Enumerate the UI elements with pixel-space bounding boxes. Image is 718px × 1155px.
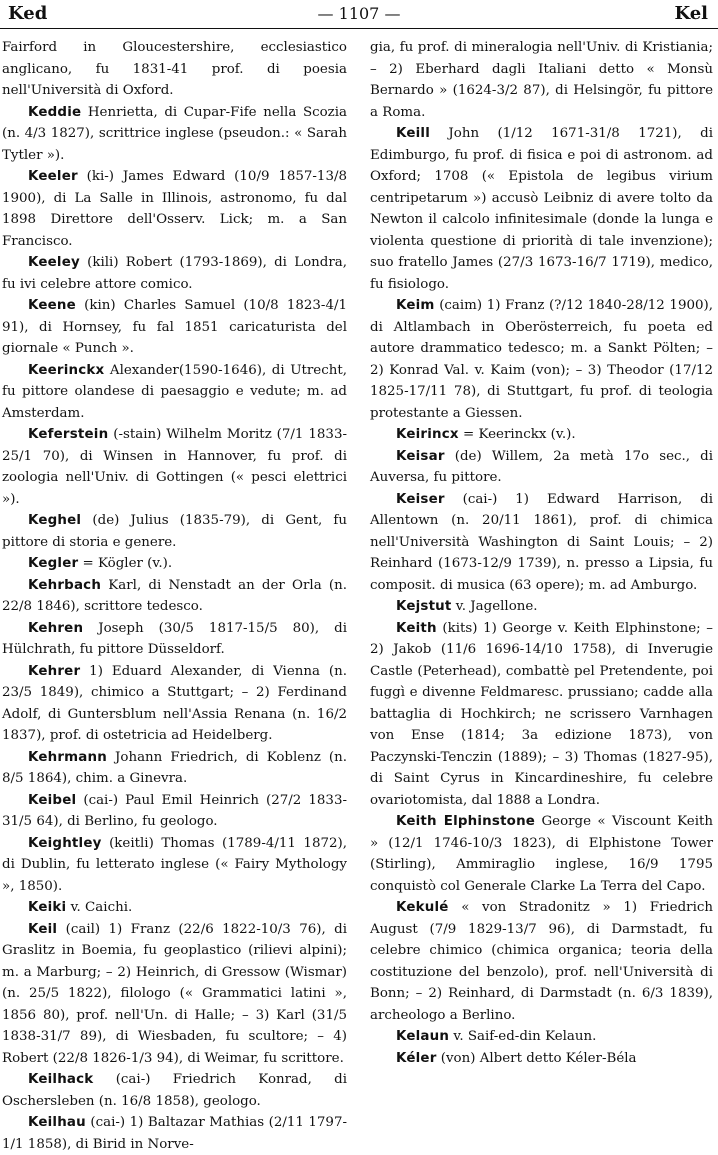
header-right-guideword: Kel bbox=[674, 3, 708, 24]
dictionary-entry bbox=[2, 1112, 347, 1155]
dictionary-entry bbox=[370, 123, 713, 295]
entry-headword: Kegler bbox=[28, 556, 79, 571]
dictionary-entry bbox=[2, 897, 347, 919]
dictionary-entry bbox=[370, 446, 713, 489]
dictionary-entry bbox=[2, 424, 347, 510]
entry-headword: Keith bbox=[396, 620, 437, 636]
dictionary-entry bbox=[370, 295, 713, 424]
entry-headword: Keerinckx bbox=[28, 362, 105, 378]
entry-text: (cai-) Paul Emil Heinrich (27/2 1833-31/5 64), di Berlino, fu geologo. bbox=[2, 792, 347, 829]
dictionary-entry bbox=[370, 37, 713, 123]
dictionary-entry bbox=[2, 919, 347, 1070]
dictionary-entry bbox=[370, 618, 713, 812]
left-column bbox=[2, 37, 347, 1155]
dictionary-entry bbox=[370, 1048, 713, 1070]
entry-headword: Keferstein bbox=[28, 427, 109, 442]
entry-headword: Keill bbox=[396, 126, 430, 141]
dictionary-entry bbox=[2, 747, 347, 790]
entry-text: 1) Eduard Alexander, di Vienna (n. 23/5 1849), chimico a Stuttgart; – 2) Ferdinand Adolf, di Guntersblum nell'Assia Renana (n. 16/2 1837), prof. di ostetricia ad Heidelberg. bbox=[2, 663, 347, 743]
entry-headword: Kehren bbox=[28, 620, 84, 636]
entry-headword: Keene bbox=[28, 298, 76, 313]
entry-text: Johann Friedrich, di Koblenz (n. 8/5 1864), chim. a Ginevra. bbox=[2, 749, 347, 786]
entry-headword: Keghel bbox=[28, 513, 82, 528]
entry-headword: Keith Elphinstone bbox=[396, 814, 536, 829]
dictionary-entry bbox=[2, 166, 347, 252]
dictionary-entry bbox=[2, 661, 347, 747]
entry-text: (cai-) 1) Edward Harrison, di Allentown (n. 20/11 1861), prof. di chimica nell'Università Washington di Saint Louis; – 2) Reinhard (1673-12/9 1739), n. presso a Lipsia, fu composit. di musica (63 opere); m. ad Amburgo. bbox=[370, 491, 713, 593]
dictionary-entry bbox=[2, 102, 347, 167]
entry-headword: Keilhau bbox=[28, 1115, 86, 1130]
dictionary-entry bbox=[370, 1026, 713, 1048]
entry-text: (de) Julius (1835-79), di Gent, fu pittore di storia e genere. bbox=[2, 513, 347, 550]
entry-text: (von) Albert detto Kéler-Béla bbox=[436, 1050, 637, 1066]
entry-text: (-stain) Wilhelm Moritz (7/1 1833-25/1 70), di Winsen in Hannover, fu prof. di zoologia nell'Univ. di Gottingen (« pesci elettrici »). bbox=[2, 427, 347, 507]
entry-text: v. Jagellone. bbox=[451, 599, 538, 614]
entry-headword: Kejstut bbox=[396, 599, 452, 614]
dictionary-entry bbox=[2, 553, 347, 575]
dictionary-entry bbox=[2, 37, 347, 102]
dictionary-entry bbox=[2, 575, 347, 618]
entry-headword: Keim bbox=[396, 298, 435, 313]
entry-text: (kili) Robert (1793-1869), di Londra, fu ivi celebre attore comico. bbox=[2, 255, 347, 292]
entry-text: George « Viscount Keith » (12/1 1746-10/3 1823), di Elphistone Tower (Stirling), Ammiraglio inglese, 16/9 1795 conquistò col Generale Clarke La Terra del Capo. bbox=[370, 814, 713, 894]
dictionary-entry bbox=[2, 1069, 347, 1112]
dictionary-entry bbox=[370, 811, 713, 897]
entry-text: = Keerinckx (v.). bbox=[458, 427, 576, 442]
dictionary-entry bbox=[2, 295, 347, 360]
dictionary-entry bbox=[2, 252, 347, 295]
entry-headword: Keilhack bbox=[28, 1072, 94, 1087]
entry-headword: Keiser bbox=[396, 491, 445, 507]
entry-text: (kin) Charles Samuel (10/8 1823-4/1 91), di Hornsey, fu fal 1851 caricaturista del giornale « Punch ». bbox=[2, 298, 347, 356]
entry-headword: Kehrmann bbox=[28, 749, 108, 765]
entry-text: v. Caichi. bbox=[66, 900, 133, 915]
page-header bbox=[0, 0, 718, 29]
right-column bbox=[370, 37, 713, 1069]
entry-headword: Keddie bbox=[28, 104, 82, 120]
entry-text: Karl, di Nenstadt an der Orla (n. 22/8 1846), scrittore tedesco. bbox=[2, 577, 347, 614]
entry-text: = Kögler (v.). bbox=[78, 556, 173, 571]
entry-headword: Keightley bbox=[28, 835, 102, 851]
dictionary-entry bbox=[2, 510, 347, 553]
dictionary-entry bbox=[2, 790, 347, 833]
entry-text: (cai-) 1) Baltazar Mathias (2/11 1797-1/1 1858), di Birid in Norve- bbox=[2, 1115, 347, 1152]
entry-text: (ki-) James Edward (10/9 1857-13/8 1900), di La Salle in Illinois, astronomo, fu dal 1898 Direttore dell'Osserv. Lick; m. a San Francisco. bbox=[2, 169, 347, 249]
entry-text: gia, fu prof. di mineralogia nell'Univ. di Kristiania; – 2) Eberhard dagli Italiani detto « Monsù Bernardo » (1624-3/2 87), di Helsingör, fu pittore a Roma. bbox=[370, 40, 713, 120]
entry-headword: Keeley bbox=[28, 255, 80, 270]
dictionary-entry bbox=[2, 618, 347, 661]
entry-headword: Kehrer bbox=[28, 663, 81, 679]
dictionary-entry bbox=[370, 596, 713, 618]
dictionary-entry bbox=[370, 424, 713, 446]
entry-text: (de) Willem, 2a metà 17o sec., di Auversa, fu pittore. bbox=[370, 448, 713, 485]
entry-headword: Keeler bbox=[28, 169, 78, 184]
entry-text: (cail) 1) Franz (22/6 1822-10/3 76), di Graslitz in Boemia, fu geoplastico (rilievi alpini); m. a Marburg; – 2) Heinrich, di Gressow (Wismar) (n. 25/5 1822), filologo (« Grammatici latini », 1856 80), prof. nell'Un. di Halle; – 3) Karl (31/5 1838-31/7 89), di Wiesbaden, fu scultore; – 4) Robert (22/8 1826-1/3 94), di Weimar, fu scrittore. bbox=[2, 921, 347, 1066]
entry-text: Alexander(1590-1646), di Utrecht, fu pittore olandese di paesaggio e vedute; m. ad Amsterdam. bbox=[2, 362, 347, 421]
entry-text: (kits) 1) George v. Keith Elphinstone; – 2) Jakob (11/6 1696-14/10 1758), di Inverugie Castle (Peterhead), combattè pel Pretendente, poi fuggì e divenne Feldmaresc. prussiano; cadde alla battaglia di Hochkirch; ne scrissero Varnhagen von Ense (1814; 3a edizione 1873), von Paczynski-Tenczin (1889); – 3) Thomas (1827-95), di Saint Cyrus in Kincardineshire, fu celebre ovariotomista, dal 1888 a Londra. bbox=[370, 620, 713, 808]
entry-text: (keitli) Thomas (1789-4/11 1872), di Dublin, fu letterato inglese (« Fairy Mythology », 1850). bbox=[2, 835, 347, 894]
entry-headword: Kéler bbox=[396, 1050, 437, 1066]
entry-text: (cai-) Friedrich Konrad, di Oschersleben (n. 16/8 1858), geologo. bbox=[2, 1072, 347, 1109]
entry-headword: Kehrbach bbox=[28, 577, 102, 593]
entry-text: John (1/12 1671-31/8 1721), di Edimburgo, fu prof. di fisica e poi di astronom. ad Oxford; 1708 (« Epistola de legibus virium centripetarum ») accusò Leibniz di avere tolto da Newton il calcolo infinitesimale (donde la lunga e violenta questione di priorità di tale invenzione); suo fratello James (27/3 1673-16/7 1719), medico, fu fisiologo. bbox=[370, 126, 713, 292]
entry-headword: Keisar bbox=[396, 448, 445, 464]
header-left-guideword: Ked bbox=[8, 3, 48, 24]
dictionary-entry bbox=[2, 833, 347, 898]
dictionary-entry bbox=[370, 489, 713, 597]
entry-text: Fairford in Gloucestershire, ecclesiastico anglicano, fu 1831-41 prof. di poesia nell'Università di Oxford. bbox=[2, 40, 347, 98]
entry-headword: Kelaun bbox=[396, 1029, 450, 1044]
entry-headword: Keiki bbox=[28, 900, 67, 915]
entry-text: (caim) 1) Franz (?/12 1840-28/12 1900), di Altlambach in Oberösterreich, fu poeta ed autore drammatico tedesco; m. a Sankt Pölten; – 2) Konrad Val. v. Kaim (von); – 3) Theodor (17/12 1825-17/11 78), di Stuttgart, fu prof. di teologia protestante a Giessen. bbox=[370, 298, 713, 421]
entry-headword: Kekulé bbox=[396, 900, 449, 915]
entry-text: Henrietta, di Cupar-Fife nella Scozia (n. 4/3 1827), scrittrice inglese (pseudon.: « Sarah Tytler »). bbox=[2, 104, 347, 163]
entry-text: v. Saif-ed-din Kelaun. bbox=[449, 1029, 597, 1044]
dictionary-entry bbox=[370, 897, 713, 1026]
dictionary-entry bbox=[2, 360, 347, 425]
entry-text: « von Stradonitz » 1) Friedrich August (7/9 1829-13/7 96), di Darmstadt, fu celebre chimico (chimica organica; teoria della costituzione del benzolo), prof. nell'Università di Bonn; – 2) Reinhard, di Darmstadt (n. 6/3 1839), archeologo a Berlino. bbox=[370, 900, 713, 1023]
page-number: — 1107 — bbox=[317, 4, 401, 23]
entry-headword: Keirincx bbox=[396, 427, 459, 442]
entry-headword: Keil bbox=[28, 921, 58, 937]
entry-text: Joseph (30/5 1817-15/5 80), di Hülchrath, fu pittore Düsseldorf. bbox=[2, 620, 347, 657]
entry-headword: Keibel bbox=[28, 792, 77, 808]
